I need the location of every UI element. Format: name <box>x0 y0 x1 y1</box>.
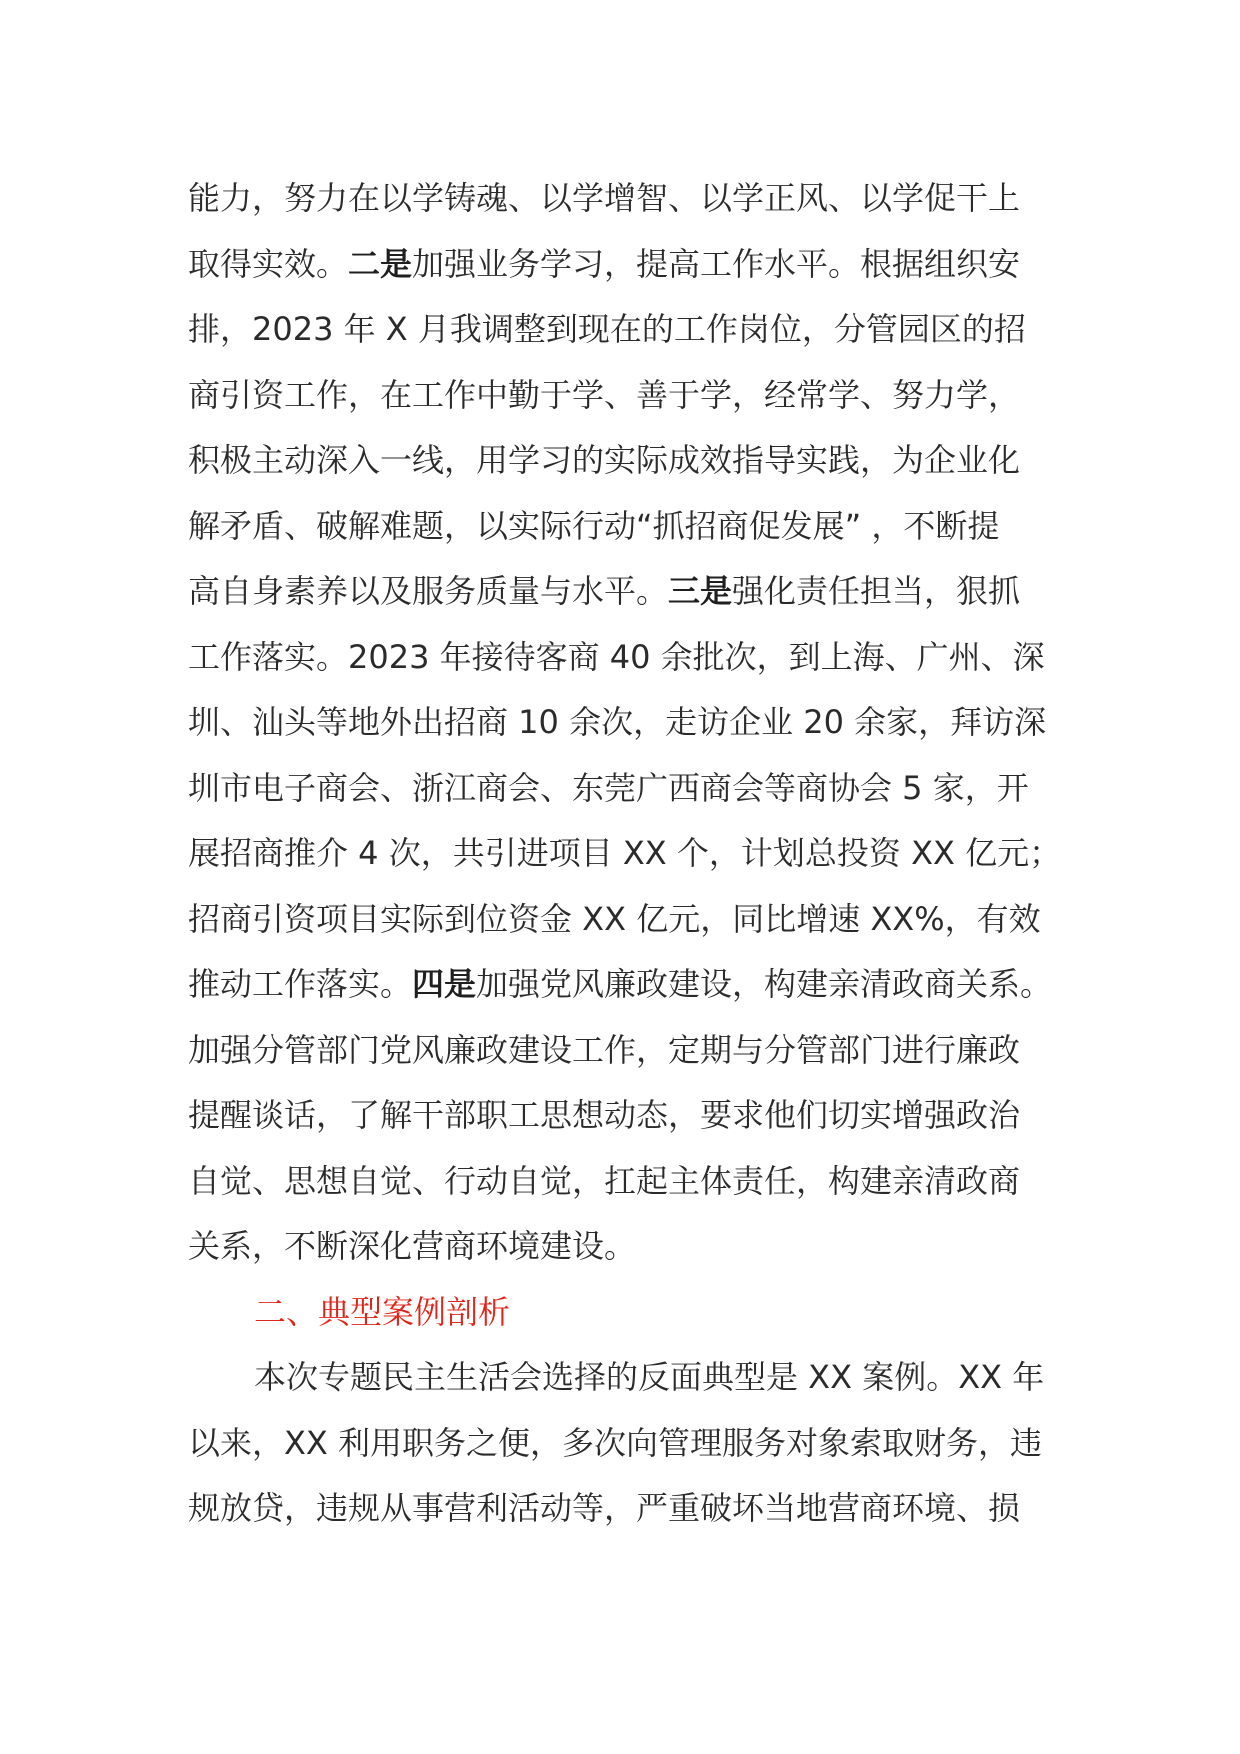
paragraph-line: 展招商推介 4 次，共引进项目 XX 个，计划总投资 XX 亿元； <box>188 834 1062 872</box>
emphasis-label: 三是 <box>668 572 733 610</box>
text-run: 加强党风廉政建设，构建亲清政商关系。 <box>476 965 1053 1003</box>
text-run: 强化责任担当，狠抓 <box>732 572 1021 610</box>
paragraph-line <box>188 559 1068 625</box>
text-run: 高自身素养以及服务质量与水平。 <box>188 572 669 610</box>
text-run: 取得实效。 <box>188 244 349 283</box>
section-heading: 二、典型案例剖析 <box>254 1292 511 1331</box>
paragraph-line: 排，2023 年 X 月我调整到现在的工作岗位，分管园区的招 <box>188 310 1026 348</box>
emphasis-label: 二是 <box>348 244 413 283</box>
paragraph-line: 圳市电子商会、浙江商会、东莞广西商会等商协会 5 家，开 <box>188 768 1029 807</box>
text-run: 加强业务学习，提高工作水平。根据组织安 <box>412 244 1021 283</box>
paragraph-line: 规放贷，违规从事营利活动等，严重破坏当地营商环境、损 <box>188 1489 1021 1527</box>
paragraph-line: 提醒谈话，了解干部职工思想动态，要求他们切实增强政治 <box>188 1096 1021 1134</box>
paragraph-line: 本次专题民主生活会选择的反面典型是 XX 案例。XX 年 <box>254 1358 1045 1396</box>
paragraph-line: 商引资工作，在工作中勤于学、善于学，经常学、努力学， <box>188 375 1021 414</box>
paragraph-line: 积极主动深入一线，用学习的实际成效指导实践，为企业化 <box>188 441 1021 479</box>
paragraph-line: 以来，XX 利用职务之便，多次向管理服务对象索取财务，违 <box>188 1423 1043 1462</box>
paragraph-line: 关系，不断深化营商环境建设。 <box>188 1227 637 1265</box>
paragraph-line <box>188 952 1068 1018</box>
emphasis-label: 四是 <box>412 965 477 1003</box>
paragraph-line: 工作落实。2023 年接待客商 40 余批次，到上海、广州、深 <box>188 637 1045 676</box>
paragraph-line: 自觉、思想自觉、行动自觉，扛起主体责任，构建亲清政商 <box>188 1161 1021 1200</box>
text-run: 推动工作落实。 <box>188 965 413 1003</box>
paragraph-line: 解矛盾、破解难题，以实际行动“抓招商促发展” ，不断提 <box>188 506 1000 545</box>
document-body <box>188 166 1068 1542</box>
paragraph-line <box>188 232 1068 298</box>
paragraph-line: 能力，努力在以学铸魂、以学增智、以学正风、以学促干上 <box>188 179 1021 217</box>
paragraph-line: 招商引资项目实际到位资金 XX 亿元，同比增速 XX%，有效 <box>188 899 1041 938</box>
paragraph-line: 加强分管部门党风廉政建设工作，定期与分管部门进行廉政 <box>188 1030 1021 1069</box>
paragraph-line: 圳、汕头等地外出招商 10 余次，走访企业 20 余家，拜访深 <box>188 703 1047 741</box>
